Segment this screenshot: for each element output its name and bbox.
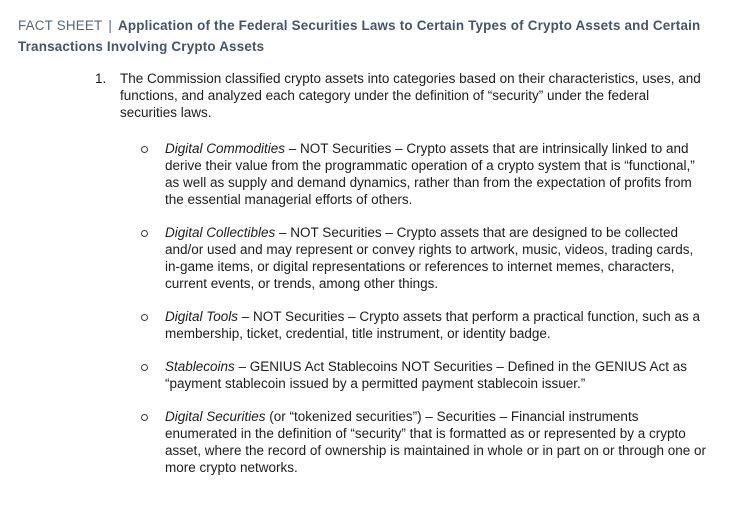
bullet-text — [165, 140, 707, 208]
category-bullet-list — [18, 140, 720, 476]
header-separator: | — [108, 18, 113, 33]
bullet-text — [165, 358, 707, 392]
numbered-item-1 — [95, 70, 720, 121]
bullet-digital-securities — [140, 408, 720, 476]
bullet-text — [165, 408, 707, 476]
hollow-circle-bullet-icon — [141, 146, 148, 153]
bullet-term: Stablecoins — [165, 359, 235, 374]
hollow-circle-bullet-icon — [141, 314, 148, 321]
bullet-term: Digital Tools — [165, 309, 239, 324]
bullet-text — [165, 308, 707, 342]
fact-sheet-header — [18, 15, 718, 57]
list-number: 1. — [95, 71, 107, 86]
page-title: Application of the Federal Securities Laws to Certain Types of Crypto Assets and Certain Transactions Involving Crypto Assets — [18, 18, 701, 54]
hollow-circle-bullet-icon — [141, 364, 148, 371]
fact-sheet-label: FACT SHEET — [18, 18, 103, 33]
bullet-term: Digital Securities — [165, 409, 266, 424]
bullet-text — [165, 224, 707, 292]
bullet-body: (or “tokenized securities”) – Securities – Financial instruments enumerated in the definition of “security” that is formatted as or represented by a crypto asset, where the record of ownership is maintained in whole or in part on or through one or more crypto networks. — [165, 409, 707, 475]
bullet-body: – NOT Securities – Crypto assets that are intrinsically linked to and derive their value from the programmatic operation of a crypto system that is “functional,” as well as supply and demand dynamics, rather than from the expectation of profits from the essential managerial efforts of others. — [165, 141, 695, 207]
numbered-item-text: The Commission classified crypto assets into categories based on their characteristics, uses, and functions, and analyzed each category under the definition of “security” under the federal securities laws. — [120, 71, 701, 120]
bullet-body: – NOT Securities – Crypto assets that perform a practical function, such as a membership, ticket, credential, title instrument, or identity badge. — [165, 309, 700, 341]
bullet-term: Digital Collectibles — [165, 225, 276, 240]
bullet-digital-commodities — [140, 140, 720, 208]
bullet-digital-collectibles — [140, 224, 720, 292]
bullet-body: – GENIUS Act Stablecoins NOT Securities – Defined in the GENIUS Act as “payment stablecoin issued by a permitted payment stablecoin issuer.” — [165, 359, 687, 391]
hollow-circle-bullet-icon — [141, 414, 148, 421]
bullet-stablecoins — [140, 358, 720, 392]
bullet-body: – NOT Securities – Crypto assets that are designed to be collected and/or used and may represent or convey rights to artwork, music, videos, trading cards, in-game items, or digital representations or references to internet memes, characters, current events, or trends, among other things. — [165, 225, 694, 291]
hollow-circle-bullet-icon — [141, 230, 148, 237]
bullet-term: Digital Commodities — [165, 141, 286, 156]
bullet-digital-tools — [140, 308, 720, 342]
